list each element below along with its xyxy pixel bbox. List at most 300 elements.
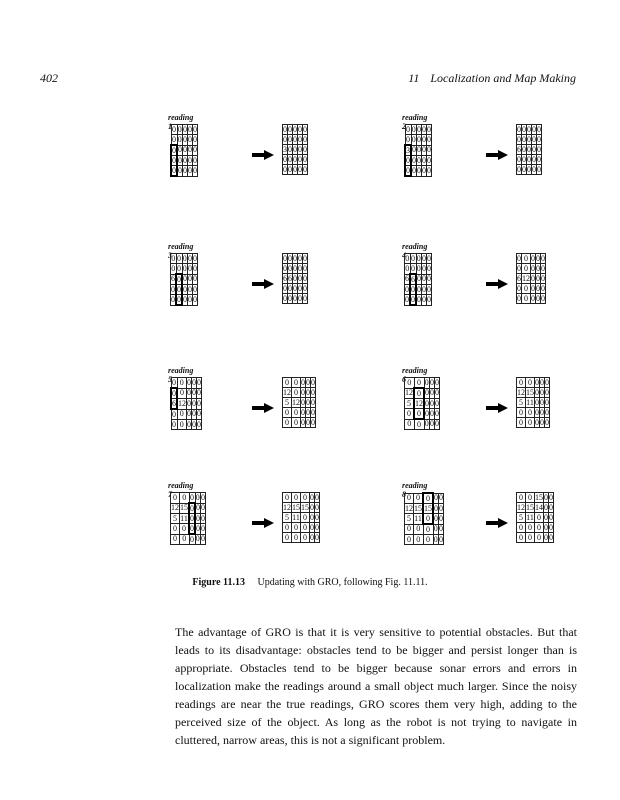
grid-cell: 0	[188, 155, 192, 165]
grid-cell: 0	[517, 124, 521, 134]
grid-cell: 0	[195, 492, 200, 502]
grid-cell: 15	[526, 502, 534, 512]
grid-cell: 0	[540, 377, 544, 387]
input-grid	[170, 253, 198, 306]
grid-cell: 0	[427, 165, 431, 175]
grid-cell: 5	[171, 514, 180, 524]
grid-cell: 0	[526, 523, 535, 533]
grid-cell: 6	[172, 398, 176, 408]
grid-cell: 0	[315, 502, 319, 512]
grid-cell: 0	[541, 253, 545, 263]
arrow-right-icon	[252, 279, 274, 289]
grid-cell: 0	[535, 417, 539, 427]
grid-cell: 0	[540, 387, 544, 397]
grid-cell: 0	[310, 512, 314, 522]
grid-cell: 0	[423, 493, 433, 504]
grid-cell: 0	[298, 154, 302, 164]
grid-cell: 0	[531, 283, 535, 293]
grid-cell: 12	[522, 273, 530, 283]
grid-cell: 0	[414, 535, 424, 545]
grid-cell: 0	[292, 408, 301, 418]
grid-cell: 0	[411, 284, 415, 294]
arrow-right-icon	[252, 403, 274, 413]
grid-cell: 0	[172, 409, 176, 419]
grid-cell: 0	[405, 253, 410, 263]
grid-cell: 0	[177, 274, 181, 284]
grid-cell: 5	[517, 398, 526, 408]
grid-cell: 0	[293, 144, 297, 154]
grid-cell: 0	[283, 253, 287, 263]
grid-cell: 0	[405, 263, 410, 273]
grid-cell: 0	[522, 134, 526, 144]
grid-cell: 0	[288, 283, 292, 293]
grid-cell: 0	[188, 145, 192, 155]
grid-cell: 0	[544, 522, 548, 532]
grid-cell: 0	[187, 377, 191, 387]
grid-cell: 5	[283, 513, 292, 523]
grid-cell: 0	[298, 134, 302, 144]
grid-cell: 0	[522, 254, 531, 264]
grid-cell: 0	[293, 293, 297, 303]
grid-cell: 6	[288, 273, 292, 283]
grid-cell: 0	[430, 419, 434, 429]
grid-cell: 0	[171, 294, 175, 304]
grid-cell: 0	[517, 164, 521, 174]
grid-cell: 0	[306, 407, 310, 417]
grid-cell: 0	[183, 124, 187, 134]
grid-cell: 0	[522, 164, 526, 174]
output-grid	[516, 253, 546, 304]
grid-cell: 0	[527, 164, 531, 174]
grid-cell: 0	[172, 134, 176, 144]
grid-cell: 0	[532, 154, 536, 164]
grid-cell: 0	[288, 293, 292, 303]
running-header	[408, 71, 576, 86]
body-paragraph: The advantage of GRO is that it is very sensitive to potential obstacles. But that leads to its disadvantage: obstacles tend to be bigger and persist longer than is appropriate. Obstacles tend to be bigger because sonar errors and errors in localization make the readings around a small object much larger. Since the noisy readings are near the true readings, GRO scores them very high, adding to the perceived size of the object. As long as the robot is not trying to navigate in cluttered, narrow areas, this is not a significant problem.	[175, 625, 577, 747]
grid-cell: 6	[171, 274, 175, 284]
input-grid	[404, 377, 440, 430]
grid-cell: 0	[425, 388, 429, 398]
grid-cell: 0	[303, 293, 307, 303]
grid-cell: 0	[288, 124, 292, 134]
output-grid	[516, 124, 542, 175]
grid-cell: 0	[517, 533, 526, 543]
grid-cell: 0	[190, 513, 194, 523]
grid-cell: 0	[288, 263, 292, 273]
grid-cell: 0	[406, 155, 410, 165]
input-grid	[170, 377, 202, 430]
grid-cell: 0	[549, 512, 553, 522]
grid-cell: 0	[187, 398, 191, 408]
grid-cell: 0	[535, 397, 539, 407]
grid-cell: 0	[177, 294, 181, 304]
grid-cell: 12	[283, 502, 291, 512]
reading-label: reading 6	[402, 366, 428, 384]
grid-cell: 0	[532, 134, 536, 144]
grid-cell: 0	[405, 378, 415, 389]
output-grid	[282, 253, 308, 304]
grid-cell: 0	[193, 274, 197, 284]
grid-cell: 0	[517, 493, 526, 503]
grid-cell: 5	[405, 399, 415, 409]
grid-cell: 0	[541, 283, 545, 293]
grid-cell: 0	[303, 144, 307, 154]
grid-cell: 5	[283, 398, 292, 408]
grid-cell: 0	[517, 134, 521, 144]
grid-cell: 0	[180, 524, 190, 535]
grid-cell: 0	[544, 502, 548, 512]
grid-cell: 0	[540, 397, 544, 407]
grid-cell: 0	[182, 253, 187, 263]
grid-cell: 0	[288, 134, 292, 144]
grid-cell: 0	[293, 273, 297, 283]
grid-cell: 0	[288, 144, 292, 154]
grid-cell: 0	[193, 294, 197, 304]
grid-cell: 0	[293, 134, 297, 144]
grid-cell: 0	[301, 493, 310, 503]
grid-cell: 14	[535, 502, 543, 512]
grid-cell: 0	[298, 253, 302, 263]
grid-cell: 0	[187, 409, 191, 419]
grid-cell: 0	[535, 523, 544, 533]
grid-cell: 0	[301, 407, 305, 417]
grid-cell: 0	[517, 263, 521, 273]
grid-cell: 0	[180, 493, 190, 504]
grid-cell: 0	[172, 124, 176, 134]
grid-cell: 0	[537, 164, 541, 174]
arrow-right-icon	[252, 518, 274, 528]
grid-cell: 3	[406, 145, 410, 155]
grid-cell: 0	[536, 253, 540, 263]
grid-cell: 0	[301, 397, 305, 407]
grid-cell: 0	[301, 523, 310, 533]
grid-cell: 0	[288, 253, 292, 263]
grid-cell: 0	[434, 493, 438, 503]
grid-cell: 0	[406, 124, 410, 134]
grid-cell: 0	[427, 124, 431, 134]
grid-cell: 12	[292, 397, 300, 407]
page-number: 402	[40, 71, 58, 85]
grid-cell: 0	[310, 532, 314, 542]
grid-cell: 0	[301, 533, 310, 543]
grid-cell: 0	[439, 534, 443, 544]
grid-cell: 0	[171, 284, 175, 294]
grid-cell: 0	[193, 284, 197, 294]
grid-cell: 0	[183, 274, 187, 284]
grid-cell: 0	[417, 294, 421, 304]
grid-cell: 15	[292, 502, 300, 512]
grid-cell: 0	[535, 533, 544, 543]
grid-cell: 0	[405, 409, 415, 420]
grid-cell: 0	[536, 273, 540, 283]
grid-cell: 0	[190, 503, 194, 513]
grid-cell: 0	[526, 418, 535, 428]
grid-cell: 0	[303, 253, 307, 263]
grid-cell: 0	[531, 273, 535, 283]
grid-cell: 0	[183, 165, 187, 175]
grid-cell: 0	[545, 397, 549, 407]
grid-cell: 0	[201, 503, 205, 513]
grid-cell: 0	[414, 388, 424, 399]
figure-caption	[0, 577, 620, 588]
grid-cell: 0	[192, 419, 196, 429]
grid-cell: 0	[406, 165, 410, 175]
grid-cell: 0	[193, 145, 197, 155]
input-grid	[404, 492, 444, 545]
grid-cell: 0	[192, 388, 196, 398]
grid-cell: 0	[283, 493, 292, 503]
grid-cell: 0	[541, 293, 545, 303]
grid-cell: 0	[193, 253, 197, 263]
grid-cell: 0	[414, 419, 424, 430]
grid-cell: 0	[435, 419, 439, 429]
grid-cell: 0	[183, 145, 187, 155]
grid-cell: 0	[288, 164, 292, 174]
grid-cell: 0	[427, 263, 431, 273]
grid-cell: 0	[412, 145, 416, 155]
grid-cell: 0	[531, 253, 535, 263]
grid-cell: 0	[315, 522, 319, 532]
grid-cell: 0	[187, 388, 191, 398]
grid-cell: 0	[540, 417, 544, 427]
grid-cell: 12	[415, 398, 423, 408]
grid-cell: 0	[283, 283, 287, 293]
grid-cell: 0	[178, 145, 182, 155]
grid-cell: 0	[171, 534, 180, 545]
grid-cell: 0	[182, 263, 187, 273]
arrow-right-icon	[252, 150, 274, 160]
grid-cell: 0	[201, 492, 205, 502]
grid-cell: 0	[537, 154, 541, 164]
grid-cell: 0	[535, 407, 539, 417]
grid-cell: 12	[405, 388, 413, 398]
grid-cell: 0	[536, 293, 540, 303]
grid-cell: 0	[298, 144, 302, 154]
arrow-right-icon	[486, 150, 508, 160]
grid-cell: 0	[531, 293, 535, 303]
reading-label: reading 8	[402, 481, 428, 499]
grid-cell: 0	[306, 387, 310, 397]
grid-cell: 0	[293, 124, 297, 134]
grid-cell: 0	[298, 263, 302, 273]
grid-cell: 0	[188, 253, 192, 263]
grid-cell: 0	[526, 533, 535, 543]
grid-cell: 0	[311, 417, 315, 427]
grid-cell: 0	[298, 124, 302, 134]
grid-cell: 0	[298, 283, 302, 293]
grid-cell: 0	[201, 513, 205, 523]
grid-cell: 0	[196, 513, 200, 523]
grid-cell: 0	[283, 124, 287, 134]
grid-cell: 0	[197, 409, 201, 419]
grid-cell: 0	[414, 493, 424, 504]
grid-cell: 0	[283, 523, 292, 533]
grid-cell: 0	[537, 144, 541, 154]
grid-cell: 0	[427, 134, 431, 144]
grid-cell: 0	[549, 532, 553, 542]
reading-label: reading 2	[402, 113, 428, 131]
grid-cell: 0	[292, 523, 301, 533]
grid-cell: 0	[406, 134, 410, 144]
grid-cell: 0	[183, 155, 187, 165]
grid-cell: 0	[522, 284, 531, 294]
grid-cell: 0	[301, 387, 305, 397]
grid-cell: 0	[422, 274, 426, 284]
grid-cell: 0	[283, 164, 287, 174]
grid-cell: 12	[178, 398, 186, 408]
grid-cell: 0	[306, 417, 310, 427]
grid-cell: 0	[435, 408, 439, 418]
grid-cell: 0	[439, 524, 443, 534]
grid-cell: 0	[433, 534, 438, 544]
grid-cell: 0	[183, 284, 187, 294]
grid-cell: 0	[422, 253, 426, 263]
grid-cell: 0	[188, 274, 192, 284]
input-grid	[170, 492, 206, 545]
grid-cell: 0	[532, 164, 536, 174]
grid-cell: 0	[171, 524, 180, 535]
grid-cell: 0	[540, 407, 544, 417]
grid-cell: 0	[517, 283, 521, 293]
grid-cell: 6	[405, 274, 409, 284]
grid-cell: 0	[425, 408, 429, 418]
grid-cell: 0	[423, 524, 433, 535]
grid-cell: 0	[522, 264, 531, 274]
grid-cell: 0	[293, 263, 297, 273]
grid-cell: 0	[193, 263, 197, 273]
grid-cell: 0	[544, 492, 548, 502]
grid-cell: 0	[439, 513, 443, 523]
grid-cell: 0	[527, 134, 531, 144]
grid-cell: 0	[201, 534, 205, 544]
grid-cell: 0	[301, 377, 305, 387]
grid-cell: 0	[536, 283, 540, 293]
grid-cell: 0	[405, 419, 415, 430]
grid-cell: 0	[283, 418, 292, 428]
output-grid	[516, 492, 554, 543]
grid-cell: 0	[201, 523, 205, 533]
grid-cell: 0	[172, 377, 176, 387]
grid-cell: 11	[526, 512, 534, 522]
grid-cell: 0	[549, 502, 553, 512]
grid-cell: 6	[283, 273, 287, 283]
grid-cell: 0	[283, 154, 287, 164]
grid-cell: 0	[405, 294, 409, 304]
grid-cell: 11	[526, 397, 534, 407]
grid-cell: 0	[517, 253, 521, 263]
grid-cell: 0	[311, 407, 315, 417]
output-grid	[282, 492, 320, 543]
grid-cell: 0	[427, 145, 431, 155]
grid-cell: 0	[422, 294, 426, 304]
grid-cell: 0	[535, 387, 539, 397]
grid-cell: 0	[417, 155, 421, 165]
grid-cell: 0	[177, 134, 182, 144]
grid-cell: 0	[310, 522, 314, 532]
grid-cell: 0	[195, 534, 200, 544]
grid-cell: 0	[405, 535, 414, 545]
grid-cell: 0	[532, 144, 536, 154]
grid-cell: 0	[411, 124, 416, 134]
grid-cell: 15	[414, 503, 422, 513]
grid-cell: 0	[427, 284, 431, 294]
grid-cell: 0	[288, 154, 292, 164]
grid-cell: 0	[197, 398, 201, 408]
grid-cell: 0	[171, 493, 180, 504]
grid-cell: 0	[435, 398, 439, 408]
grid-cell: 0	[434, 503, 438, 513]
grid-cell: 0	[427, 294, 431, 304]
grid-cell: 0	[311, 397, 315, 407]
grid-cell: 0	[177, 388, 187, 399]
grid-cell: 0	[172, 155, 176, 165]
grid-cell: 0	[517, 418, 526, 428]
grid-cell: 0	[172, 145, 176, 155]
grid-cell: 0	[172, 388, 176, 398]
grid-cell: 0	[427, 274, 431, 284]
grid-cell: 0	[183, 294, 187, 304]
grid-cell: 0	[298, 293, 302, 303]
grid-cell: 0	[188, 124, 192, 134]
grid-cell: 0	[430, 377, 434, 387]
grid-cell: 0	[188, 263, 192, 273]
grid-cell: 0	[177, 378, 187, 389]
input-grid	[170, 124, 198, 177]
input-grid	[404, 124, 432, 177]
grid-cell: 6	[517, 273, 521, 283]
grid-cell: 0	[187, 419, 191, 429]
grid-cell: 0	[177, 263, 181, 273]
grid-cell: 0	[292, 418, 301, 428]
grid-cell: 0	[301, 417, 305, 427]
grid-cell: 0	[545, 417, 549, 427]
grid-cell: 0	[535, 377, 539, 387]
grid-cell: 0	[292, 533, 301, 543]
output-grid	[516, 377, 550, 428]
grid-cell: 0	[522, 124, 526, 134]
grid-cell: 0	[423, 535, 433, 545]
grid-cell: 0	[188, 284, 192, 294]
grid-cell: 0	[192, 377, 196, 387]
grid-cell: 0	[541, 273, 545, 283]
grid-cell: 0	[522, 294, 531, 304]
grid-cell: 0	[192, 398, 196, 408]
grid-cell: 0	[283, 408, 292, 418]
grid-cell: 0	[283, 533, 292, 543]
grid-cell: 0	[526, 493, 535, 503]
grid-cell: 12	[171, 503, 179, 513]
grid-cell: 12	[517, 502, 525, 512]
grid-cell: 0	[522, 154, 526, 164]
chapter-title: Localization and Map Making	[430, 71, 576, 85]
grid-cell: 0	[293, 283, 297, 293]
grid-cell: 0	[306, 377, 310, 387]
grid-cell: 0	[434, 513, 438, 523]
grid-cell: 0	[315, 512, 319, 522]
grid-cell: 0	[531, 263, 535, 273]
grid-cell: 0	[545, 407, 549, 417]
grid-cell: 0	[549, 522, 553, 532]
grid-cell: 0	[177, 409, 187, 420]
grid-cell: 0	[303, 164, 307, 174]
grid-cell: 0	[435, 388, 439, 398]
grid-cell: 0	[422, 155, 426, 165]
reading-label: reading 7	[168, 481, 194, 499]
grid-cell: 0	[517, 378, 526, 388]
grid-cell: 0	[177, 124, 182, 134]
grid-cell: 6	[517, 144, 521, 154]
grid-cell: 15	[535, 492, 543, 502]
